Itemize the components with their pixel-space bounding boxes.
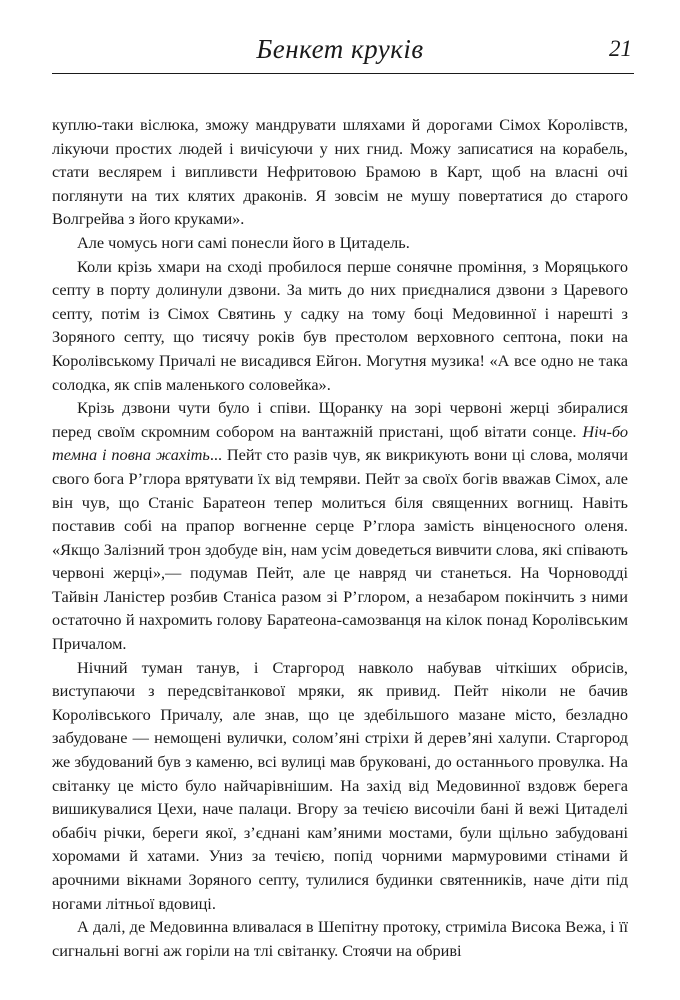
italic-quote: Ніч-бо темна і повна жахіть <box>52 421 628 465</box>
body-text <box>52 113 628 962</box>
paragraph-4-end: ... Пейт сто разів чув, як викрикують вони ці слова, молячи свого бога Р’глора врятувати їх від темряви. Пейт за своїх богів вважав Сімох, але він чув, що Станіс Баратеон тепер молиться біля священних вогнищ. Навіть поставив собі на прапор вогненне серце Р’глора замість вінценосного оленя. «Якщо Залізний трон здобуде він, нам усім доведеться вивчити слова, які співають червоні жерці»,— подумав Пейт, але це навряд чи станеться. На Чорноводді Тайвін Ланістер розбив Станіса разом зі Р’глором, а незабаром покінчить з ними остаточно й нахромить голову Баратеона-самозванця на кілок понад Королівським Причалом. <box>52 445 628 654</box>
paragraph-2: Але чомусь ноги самі понесли його в Цитадель. <box>77 232 410 252</box>
paragraph-3: Коли крізь хмари на сході пробилося перше сонячне проміння, з Моряцького септу в порту долинули дзвони. За мить до них приєдналися дзвони з Царевого септу, потім із Сімох Святинь у садку на тому боці Медовинної і нарешті з Зоряного септу, що тисячу років був престолом верховного септона, поки на Королівському Причалі не висадився Ейгон. Могутня музика! «А все одно не така солодка, як спів маленького соловейка». <box>52 256 628 394</box>
paragraph-4 <box>52 396 628 656</box>
paragraph-4-start: Крізь дзвони чути було і співи. Щоранку на зорі червоні жерці збиралися перед своїм скромним собором на вантажній пристані, щоб вітати сонце. <box>52 398 628 441</box>
header-rule <box>52 73 634 74</box>
book-title: Бенкет круків <box>256 34 424 64</box>
page-number: 21 <box>609 36 632 61</box>
paragraph-5: Нічний туман танув, і Старгород навколо набував чіткіших обрисів, виступаючи з передсвітанкової мряки, як привид. Пейт ніколи не бачив Королівського Причалу, але знав, що це здебільшого мазане місто, безладно забудоване — немощені вулички, солом’яні стріхи й дерев’яні халупи. Старгород же збудований був з каменю, всі вулиці мав бруковані, до останнього провулка. На світанку це місто було найчарівнішим. На захід від Медовинної вздовж берега вишикувалися Цехи, наче палаци. Вгору за течією височіли бані й вежі Цитаделі обабіч річки, береги якої, з’єднані кам’яними мостами, були щільно забудовані хоромами й хатами. Униз за течією, попід чорними мармуровими стінами й арочними вікнами Зоряного септу, тулилися будинки святенників, наче діти під ногами літньої вдовиці. <box>52 657 628 913</box>
paragraph-6: А далі, де Медовинна вливалася в Шепітну протоку, стриміла Висока Вежа, і її сигнальні вогні аж горіли на тлі світанку. Стоячи на обриві <box>52 917 628 960</box>
running-head <box>0 32 680 72</box>
paragraph-1: куплю-таки віслюка, зможу мандрувати шляхами й дорогами Сімох Королівств, лікуючи простих людей і вичісуючи у них гнид. Можу записатися на корабель, стати веслярем і випливсти Нефритовою Брамою в Карт, щоб на власні очі поглянути на тих клятих драконів. Я зовсім не мушу повертатися до старого Волгрейва з його круками». <box>52 115 628 229</box>
